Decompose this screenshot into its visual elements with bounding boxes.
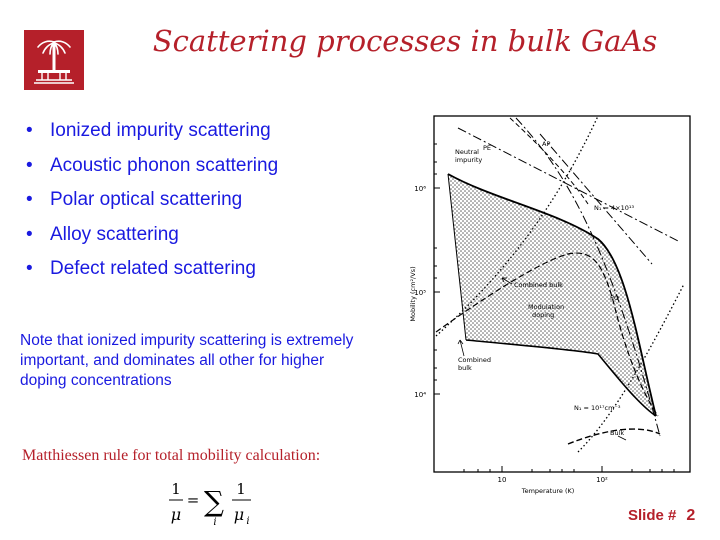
y-tick-label: 10⁴ bbox=[414, 391, 426, 399]
matthiessen-rule-label: Matthiessen rule for total mobility calculation: bbox=[22, 447, 321, 464]
summation-index: i bbox=[213, 517, 217, 528]
annotation-combined-bulk: Combined bulk bbox=[514, 281, 563, 289]
matthiessen-formula bbox=[166, 478, 276, 530]
formula-lhs-numerator: 1 bbox=[171, 480, 181, 498]
formula-lhs-denominator: μ bbox=[170, 505, 182, 524]
list-item: • Alloy scattering bbox=[22, 220, 278, 255]
university-logo bbox=[24, 30, 84, 90]
slide-number-label: Slide # bbox=[628, 507, 677, 524]
slide-title: Scattering processes in bulk GaAs bbox=[152, 24, 658, 58]
annotation-ni-low: N₁ = 10¹⁷cm⁻³ bbox=[574, 404, 621, 412]
y-tick-label: 10⁶ bbox=[414, 185, 426, 193]
summation-symbol: ∑ bbox=[204, 485, 224, 518]
formula-equals: = bbox=[186, 491, 200, 509]
annotation-combined-bulk: bulk bbox=[458, 364, 472, 372]
annotation-combined-bulk: Combined bbox=[458, 356, 492, 364]
annotation-ni-high: N₁ = 4×10¹³ bbox=[594, 204, 635, 212]
slide-number bbox=[628, 507, 695, 525]
list-item: • Polar optical scattering bbox=[22, 185, 278, 220]
formula-rhs-denominator: μ bbox=[233, 505, 245, 524]
annotation-modulation-doping: Modulation bbox=[528, 303, 565, 311]
scattering-mechanism-list bbox=[22, 116, 278, 289]
formula-rhs-numerator: 1 bbox=[236, 480, 246, 498]
list-item: • Acoustic phonon scattering bbox=[22, 151, 278, 186]
annotation-bulk: Bulk bbox=[610, 429, 625, 437]
formula-rhs-subscript: i bbox=[246, 516, 250, 527]
annotation-po: PO bbox=[610, 294, 620, 302]
list-item: • Defect related scattering bbox=[22, 254, 278, 289]
x-tick-label: 10 bbox=[497, 476, 507, 484]
annotation-pe: PE bbox=[483, 144, 492, 152]
annotation-ap: AP bbox=[542, 140, 551, 148]
list-item: • Ionized impurity scattering bbox=[22, 116, 278, 151]
slide-number-value: 2 bbox=[686, 507, 696, 524]
x-axis-label: Temperature (K) bbox=[521, 487, 575, 495]
x-tick-label: 10² bbox=[596, 476, 608, 484]
annotation-modulation-doping: doping bbox=[532, 311, 555, 319]
annotation-neutral-impurity: Neutral bbox=[455, 148, 479, 156]
ionized-impurity-note: Note that ionized impurity scattering is extremely important, and dominates all other for higher doping concentrations bbox=[20, 332, 354, 389]
y-tick-label: 10⁵ bbox=[414, 289, 426, 297]
annotation-neutral-impurity: impurity bbox=[455, 156, 483, 164]
mobility-vs-temperature-figure bbox=[398, 104, 700, 496]
y-axis-label: Mobility (cm²/Vs) bbox=[409, 266, 417, 322]
palmetto-seal-icon bbox=[24, 30, 84, 90]
